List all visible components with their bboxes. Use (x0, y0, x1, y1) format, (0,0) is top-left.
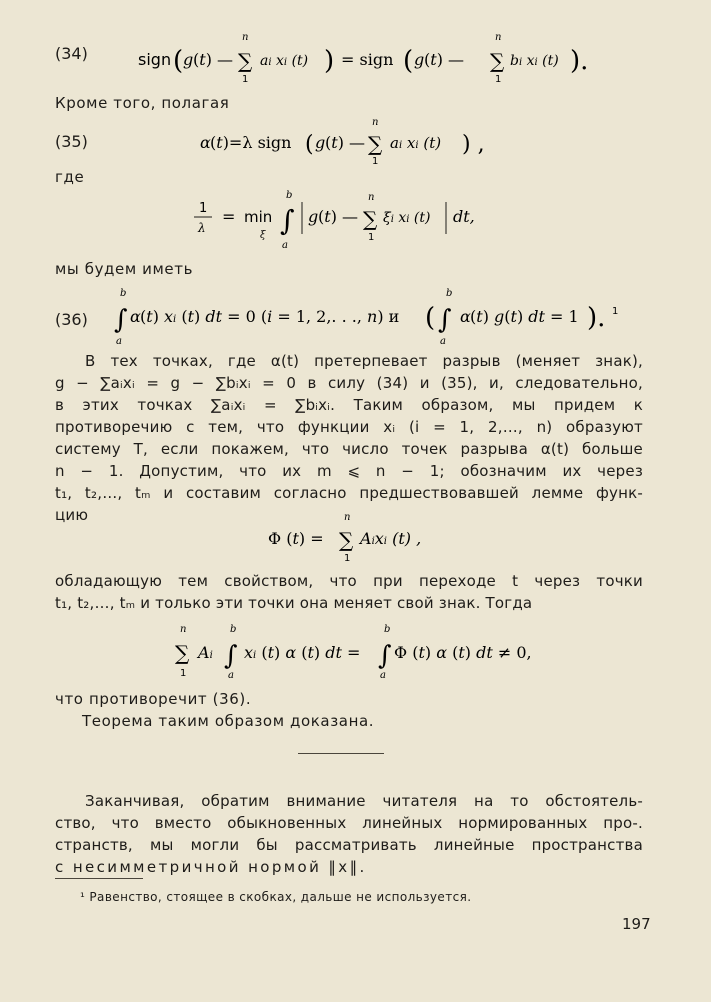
svg-text:λ: λ (198, 221, 206, 235)
equation-35 (200, 118, 500, 178)
equation-34-label: (34) (55, 44, 88, 63)
svg-text:n: n (344, 512, 351, 523)
svg-text:sign: sign (138, 50, 172, 69)
svg-text:∑: ∑ (368, 132, 383, 156)
svg-text:b: b (446, 288, 453, 299)
paragraph-line: t₁, t₂,…, tₘ и только эти точки она меняет свой знак. Тогда (55, 594, 533, 612)
svg-text:a: a (228, 670, 234, 681)
text-chto-protivorechit: что противоречит (36). (55, 690, 252, 708)
svg-text:α: α (200, 133, 211, 152)
paragraph-line: Заканчивая, обратим внимание читателя на то обстоятель- (85, 792, 643, 810)
svg-text:1: 1 (242, 74, 249, 85)
svg-text:Φ (t) =: Φ (t) = (268, 529, 324, 548)
svg-text:(t)=λ sign: (t)=λ sign (210, 133, 292, 152)
svg-text:1: 1 (368, 232, 375, 243)
svg-text:a: a (440, 336, 446, 347)
svg-text:b: b (120, 288, 127, 299)
svg-text:α: α (130, 307, 141, 326)
text-gde: где (55, 168, 85, 186)
svg-text:).: ). (587, 303, 606, 333)
svg-text:(t) xi (t) dt = 0 (i = 1, 2,.: (t) xi (t) dt = 0 (i = 1, 2,. . ., n) и (140, 307, 400, 326)
svg-text:a: a (116, 336, 122, 347)
paragraph-line: противоречию с тем, что функции xᵢ (i = 1, 2,…, n) образуют (55, 418, 643, 436)
footnote: ¹ Равенство, стоящее в скобках, дальше не используется. (80, 890, 472, 904)
equation-36 (112, 284, 632, 354)
paragraph-line: g − ∑aᵢxᵢ = g − ∑bᵢxᵢ = 0 в силу (34) и (35), и, следовательно, (55, 374, 643, 392)
paragraph-line: с несимметричной нормой ‖x‖. (55, 858, 367, 876)
svg-text:= sign: = sign (341, 50, 394, 69)
svg-text:(t) —: (t) — (193, 50, 234, 69)
svg-text:Φ (t) α (t) dt ≠ 0,: Φ (t) α (t) dt ≠ 0, (394, 643, 532, 662)
paragraph-proof (55, 350, 643, 526)
svg-text:): ) (324, 46, 335, 76)
equation-34 (138, 30, 598, 90)
svg-text:1: 1 (372, 156, 379, 167)
text-my-budem: мы будем иметь (55, 260, 194, 278)
svg-text:ai xi (t): ai xi (t) (390, 134, 442, 152)
paragraph-line: В тех точках, где α(t) претерпевает разрыв (меняет знак), (85, 352, 643, 370)
equation-35-label: (35) (55, 132, 88, 151)
svg-text:) ,: ) , (462, 132, 485, 157)
svg-text:g: g (414, 50, 425, 69)
paragraph-line: систему T, если покажем, что число точек разрыва α(t) больше (55, 440, 643, 458)
svg-text:b: b (384, 624, 391, 635)
text-teorema-dokazana: Теорема таким образом доказана. (82, 712, 375, 730)
svg-text:∫: ∫ (224, 641, 238, 671)
svg-text:ξi xi (t): ξi xi (t) (383, 210, 431, 226)
svg-text:∑: ∑ (339, 528, 354, 552)
svg-text:b: b (230, 624, 237, 635)
svg-text:ξ: ξ (260, 230, 266, 241)
paragraph-line: обладающую тем свойством, что при переходе t через точки (55, 572, 643, 590)
svg-text:∑: ∑ (363, 207, 378, 231)
svg-text:(t) g(t) dt = 1: (t) g(t) dt = 1 (470, 307, 579, 326)
section-divider (298, 753, 384, 754)
svg-text:1: 1 (495, 74, 502, 85)
svg-text:min: min (244, 208, 273, 226)
equation-lambda-formula (190, 186, 510, 258)
svg-text:n: n (180, 624, 187, 635)
paragraph-phi-property (55, 570, 643, 614)
equation-lambda (190, 186, 510, 262)
svg-text:g: g (315, 133, 326, 152)
svg-text:(t) —: (t) — (318, 207, 359, 226)
svg-text:α: α (460, 307, 471, 326)
paragraph-line: странств, мы могли бы рассматривать линейные пространства (55, 836, 643, 854)
footnote-divider (55, 878, 143, 879)
equation-phi (268, 512, 448, 572)
svg-text:g: g (308, 207, 319, 226)
page-number: 197 (622, 915, 651, 933)
svg-text:(: ( (425, 303, 436, 333)
svg-text:a: a (282, 240, 288, 251)
svg-text:(: ( (403, 46, 414, 76)
svg-text:g: g (183, 50, 194, 69)
svg-text:a: a (380, 670, 386, 681)
svg-text:(: ( (173, 46, 184, 76)
svg-text:1: 1 (180, 668, 187, 679)
paragraph-line: t₁, t₂,…, tₘ и составим согласно предшествовавшей лемме функ- (55, 484, 643, 502)
equation-34-formula (138, 30, 598, 86)
svg-text:n: n (495, 32, 502, 43)
svg-text:∑: ∑ (238, 49, 253, 73)
svg-text:(: ( (305, 132, 314, 157)
svg-text:n: n (372, 118, 379, 128)
svg-text:∫: ∫ (114, 305, 128, 335)
svg-text:bi xi (t): bi xi (t) (510, 53, 559, 69)
svg-text:∫: ∫ (378, 641, 392, 671)
equation-contradiction-formula (172, 620, 552, 682)
svg-text:ai xi (t): ai xi (t) (260, 53, 309, 69)
svg-text:n: n (368, 192, 375, 203)
paragraph-line: цию (55, 506, 89, 524)
svg-text:n: n (242, 32, 249, 43)
paragraph-line: в этих точках ∑aᵢxᵢ = ∑bᵢxᵢ. Таким образом, мы придем к (55, 396, 643, 414)
paragraph-line: n − 1. Допустим, что их m ⩽ n − 1; обозначим их через (55, 462, 643, 480)
paragraph-line: ство, что вместо обыкновенных линейных нормированных про-. (55, 814, 643, 832)
svg-text:).: ). (570, 46, 589, 76)
equation-35-formula (200, 118, 500, 174)
svg-text:Aixi (t) ,: Aixi (t) , (360, 529, 422, 548)
svg-text:∫: ∫ (438, 305, 452, 335)
equation-contradiction (172, 620, 552, 686)
equation-phi-formula (268, 512, 448, 568)
equation-36-label: (36) (55, 310, 88, 329)
paragraph-conclusion (55, 790, 643, 878)
svg-text:1: 1 (199, 201, 208, 216)
svg-text:=: = (222, 207, 236, 226)
svg-text:(t) —: (t) — (424, 50, 465, 69)
svg-text:xi (t) α (t) dt =: xi (t) α (t) dt = (244, 643, 361, 662)
svg-text:1: 1 (344, 553, 351, 564)
svg-text:dt,: dt, (453, 207, 475, 226)
svg-text:(t) —: (t) — (325, 133, 366, 152)
svg-text:∫: ∫ (280, 204, 295, 237)
svg-text:∑: ∑ (490, 49, 505, 73)
svg-text:Ai: Ai (198, 643, 213, 662)
svg-text:∑: ∑ (175, 641, 190, 665)
svg-text:1: 1 (612, 306, 619, 317)
svg-text:b: b (286, 190, 293, 201)
text-krome: Кроме того, полагая (55, 94, 230, 112)
equation-36-formula (112, 284, 632, 350)
